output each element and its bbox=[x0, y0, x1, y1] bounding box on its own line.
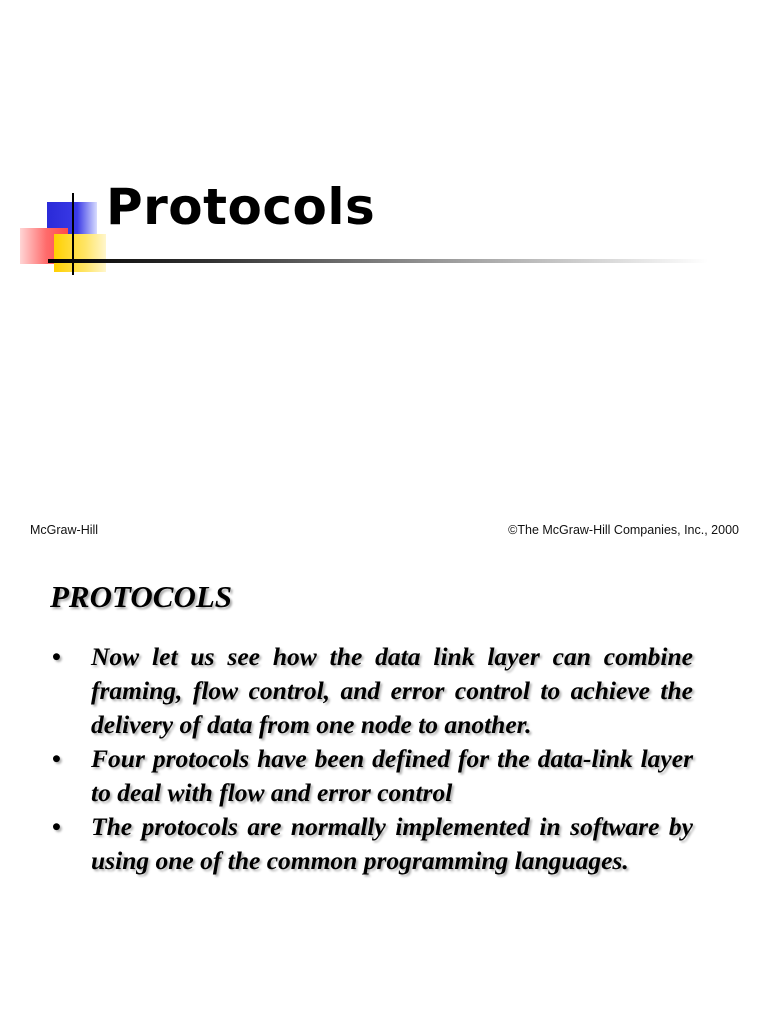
bullet-text: Four protocols have been defined for the data-link layer to deal with flow and error control bbox=[91, 744, 693, 807]
slide-logo-blocks bbox=[20, 188, 110, 278]
bullet-item bbox=[50, 640, 693, 742]
footer-publisher: McGraw-Hill bbox=[30, 523, 99, 537]
bullet-text: Now let us see how the data link layer can combine framing, flow control, and error control to achieve the delivery of data from one node to another. bbox=[91, 642, 693, 739]
bullet-marker: • bbox=[52, 642, 61, 671]
bullet-list bbox=[50, 640, 693, 878]
slide-title: Protocols bbox=[106, 178, 376, 236]
title-underline bbox=[48, 259, 708, 263]
bullet-text: The protocols are normally implemented in software by using one of the common programming languages. bbox=[91, 812, 693, 875]
bullet-item bbox=[50, 742, 693, 810]
bullet-marker: • bbox=[52, 744, 61, 773]
bullet-item bbox=[50, 810, 693, 878]
yellow-block bbox=[54, 234, 106, 272]
content-slide bbox=[0, 555, 768, 1024]
footer-copyright: ©The McGraw-Hill Companies, Inc., 2000 bbox=[508, 523, 739, 537]
section-heading: PROTOCOLS bbox=[50, 579, 233, 614]
bullet-marker: • bbox=[52, 812, 61, 841]
